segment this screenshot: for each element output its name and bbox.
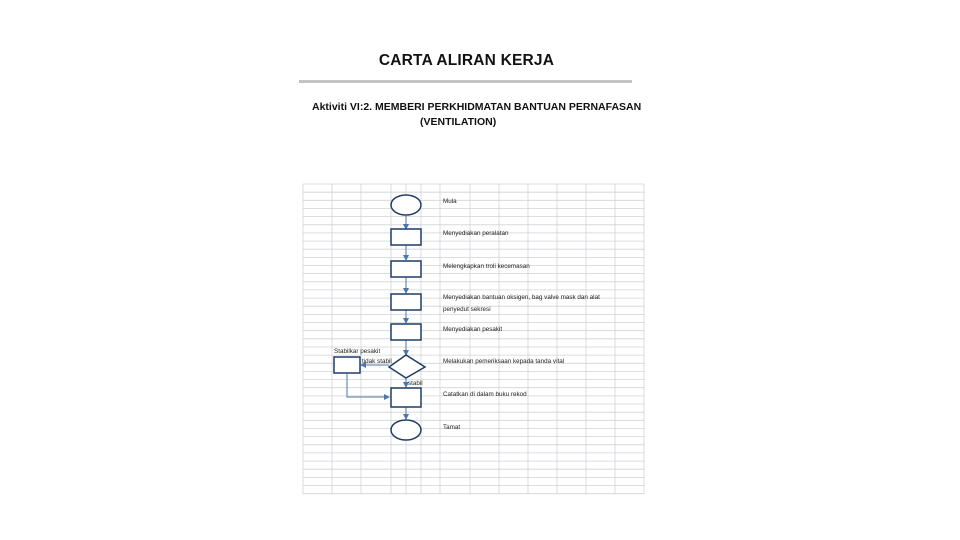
step4-box (391, 324, 421, 340)
label-start: Mula (443, 198, 457, 205)
label-step1: Menyediakan peralatan (443, 230, 509, 237)
end-terminator (391, 420, 421, 440)
label-step3-line2: penyedut sekresi (443, 306, 491, 313)
label-decision: Melakukan pemeriksaan kepada tanda vital (443, 358, 565, 365)
arrow-side-to-step5 (347, 374, 389, 397)
decision-diamond (389, 355, 425, 378)
label-step2: Melengkapkan troli kecemasan (443, 263, 530, 270)
side-action-box (334, 357, 360, 373)
label-end: Tamat (443, 424, 461, 431)
step5-box (391, 388, 421, 407)
step2-box (391, 261, 421, 277)
start-terminator (391, 195, 421, 215)
label-branch-no: tidak stabil (362, 358, 392, 365)
label-step5: Catatkan di dalam buku rekod (443, 391, 527, 398)
label-step4: Menyediakan pesakit (443, 326, 503, 333)
label-branch-yes: stabil (408, 380, 423, 387)
page-title: CARTA ALIRAN KERJA (378, 52, 555, 69)
label-step3-line1: Menyediakan bantuan oksigen, bag valve mask dan alat (443, 294, 600, 301)
activity-heading-line2: (VENTILATION) (420, 116, 497, 128)
step3-box (391, 294, 421, 310)
step1-box (391, 229, 421, 245)
label-side-action: Stabilkar pesakit (334, 348, 381, 355)
activity-heading-line1: Aktiviti VI:2. MEMBERI PERKHIDMATAN BANTUAN PERNAFASAN (312, 101, 642, 113)
